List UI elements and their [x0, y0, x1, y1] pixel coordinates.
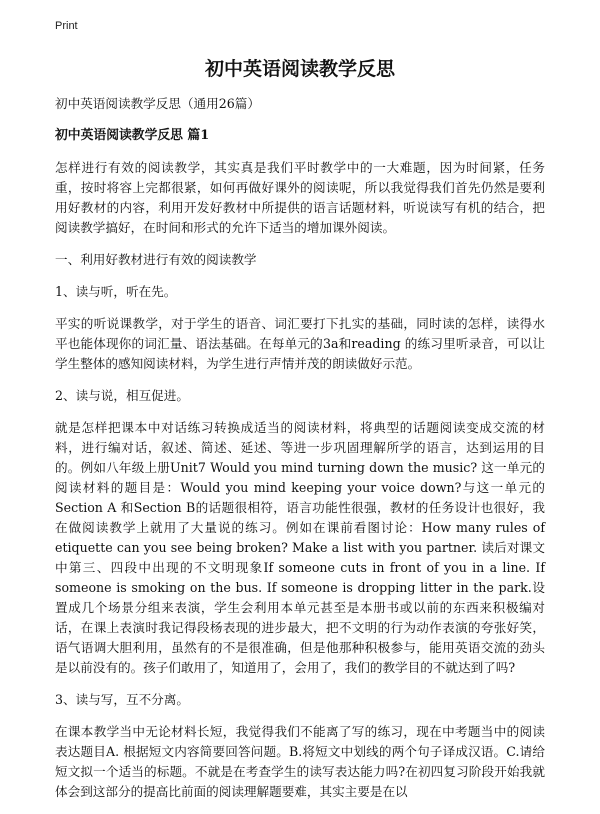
print-link[interactable]: Print — [55, 20, 78, 32]
item-two-heading: 2、读与说，相互促进。 — [55, 388, 189, 403]
item-one-paragraph: 平实的听说课教学，对于学生的语音、词汇要打下扎实的基础，同时读的怎样，读得水平也能体现你的词汇量、语法基础。在每单元的3a和reading 的练习里听录音，可以让学生整体的感知阅读材料，为学生进行声情并茂的朗读做好示范。 — [55, 316, 545, 371]
section-heading: 初中英语阅读教学反思 篇1 — [55, 128, 210, 143]
point-one-heading: 一、利用好教材进行有效的阅读教学 — [55, 252, 257, 267]
item-three-paragraph: 在课本教学当中无论材料长短，我觉得我们不能离了写的练习，现在中考题当中的阅读表达题目A. 根据短文内容简要回答问题。B.将短文中划线的两个句子译成汉语。C.请给短文拟一个适当的标题。不就是在考查学生的读写表达能力吗?在初四复习阶段开始我就体会到这部分的提高比前面的阅读理解题要难，其实主要是在以 — [55, 724, 545, 799]
item-one-heading: 1、读与听，听在先。 — [55, 284, 177, 299]
intro-paragraph: 怎样进行有效的阅读教学，其实真是我们平时教学中的一大难题，因为时间紧，任务重，按时将容上完都很紧，如何再做好课外的阅读呢，所以我觉得我们首先仍然是要利用好教材的内容，利用开发好教材中所提供的语言话题材料，听说读写有机的结合，把阅读教学搞好，在时间和形式的允许下适当的增加课外阅读。 — [55, 160, 545, 235]
item-three-heading: 3、读与写，互不分离。 — [55, 692, 189, 707]
page-title: 初中英语阅读教学反思 — [204, 58, 395, 80]
document-subtitle: 初中英语阅读教学反思（通用26篇） — [55, 96, 260, 111]
item-two-paragraph: 就是怎样把课本中对话练习转换成适当的阅读材料，将典型的话题阅读变成交流的材料，进行编对话，叙述、简述、延述、等进一步巩固理解所学的语言，达到运用的目的。例如八年级上册Unit7 Would you mind turning down the music? 这一单元的阅读材料的题目是：Would you mind keeping your voice down?与这一单元的Section A 和Section B的话题很相符，语言功能性很强，教材的任务设计也很好，我在做阅读教学上就用了大量说的练习。例如在课前看图讨论：How many rules of etiquette can you see being broken? Make a list with you partner. 读后对课文中第三、四段中出现的不文明现象If someone cuts in front of you in a line. If someone is smoking on the bus. If someone is dropping litter in the park.设置成几个场景分组来表演，学生会利用本单元甚至是本册书或以前的东西来积极编对话，在课上表演时我记得段杨表现的进步最大，把不文明的行为动作表演的夸张好笑，语气语调大胆利用，虽然有的不是很准确，但是他那种积极参与，能用英语交流的劲头是以前没有的。孩子们敢用了，知道用了，会用了，我们的教学目的不就达到了吗? — [55, 420, 545, 675]
document-body — [55, 94, 545, 814]
